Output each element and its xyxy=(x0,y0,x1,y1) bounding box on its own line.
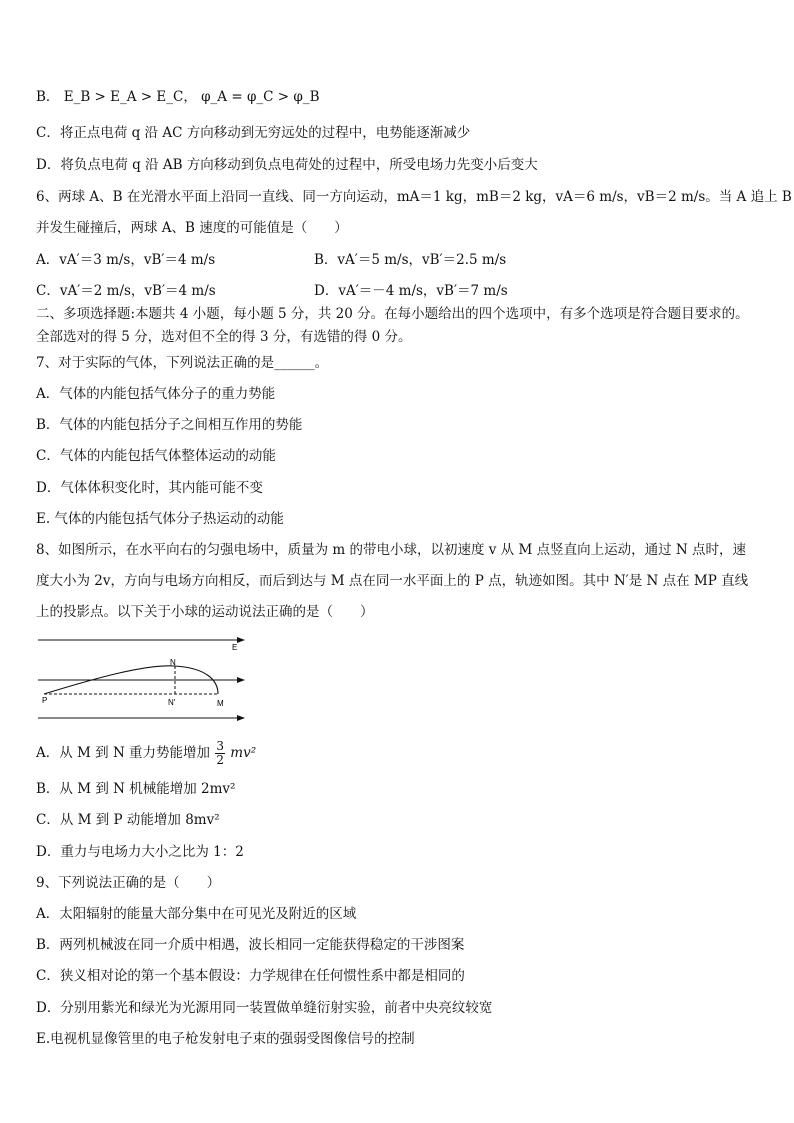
q6-stem-line2: 并发生碰撞后，两球 A、B 速度的可能值是（ ） xyxy=(36,220,348,236)
q9-stem: 9、下列说法正确的是（ ） xyxy=(36,875,221,891)
q8-stem-line1: 8、如图所示，在水平向右的匀强电场中，质量为 m 的带电小球，以初速度 v 从 M 点竖直向上运动，通过 N 点时，速 xyxy=(36,542,746,558)
q9-option-a: A．太阳辐射的能量大部分集中在可见光及附近的区域 xyxy=(36,906,357,922)
q7-stem: 7、对于实际的气体，下列说法正确的是______。 xyxy=(36,355,329,371)
q8-option-a xyxy=(36,740,256,767)
q7-option-e: E. 气体的内能包括气体分子热运动的动能 xyxy=(36,511,284,527)
fraction-denominator: 2 xyxy=(216,753,224,767)
q7-option-a: A．气体的内能包括气体分子的重力势能 xyxy=(36,386,276,402)
q9-option-d: D．分别用紫光和绿光为光源用同一装置做单缝衍射实验，前者中央亮纹较宽 xyxy=(36,1000,493,1016)
q8-option-b: B．从 M 到 N 机械能增加 2mv² xyxy=(36,781,236,797)
q8-option-a-expr: mv² xyxy=(230,745,257,761)
q8-stem-line3: 上的投影点。以下关于小球的运动说法正确的是（ ） xyxy=(36,604,374,620)
q9-option-b: B．两列机械波在同一介质中相遇，波长相同一定能获得稳定的干涉图案 xyxy=(36,937,465,953)
label-n-prime: N′ xyxy=(168,698,176,707)
q6-option-b: B．vA′＝5 m/s，vB′＝2.5 m/s xyxy=(314,252,507,268)
q6-option-a: A．vA′＝3 m/s，vB′＝4 m/s xyxy=(36,252,216,268)
label-n: N xyxy=(170,658,176,667)
section2-line2: 全部选对的得 5 分，选对但不全的得 3 分，有选错的得 0 分。 xyxy=(36,329,412,345)
q6-option-d: D．vA′＝－4 m/s，vB′＝7 m/s xyxy=(314,283,508,299)
q7-option-d: D．气体体积变化时，其内能可能不变 xyxy=(36,480,263,496)
q8-stem-line2: 度大小为 2v，方向与电场方向相反，而后到达与 M 点在同一水平面上的 P 点，轨迹如图。其中 N′是 N 点在 MP 直线 xyxy=(36,573,749,589)
q5-option-b: B． E_B > E_A > E_C， φ_A = φ_C > φ_B xyxy=(36,89,320,105)
section2-line1: 二、多项选择题:本题共 4 小题，每小题 5 分，共 20 分。在每小题给出的四个选项中，有多个选项是符合题目要求的。 xyxy=(36,306,749,322)
q8-option-a-text: A．从 M 到 N 重力势能增加 xyxy=(36,745,211,761)
q5-option-c: C．将正点电荷 q 沿 AC 方向移动到无穷远处的过程中，电势能逐渐减少 xyxy=(36,125,471,141)
q7-option-b: B．气体的内能包括分子之间相互作用的势能 xyxy=(36,417,303,433)
q6-option-c: C．vA′＝2 m/s，vB′＝4 m/s xyxy=(36,283,216,299)
q7-option-c: C．气体的内能包括气体整体运动的动能 xyxy=(36,448,276,464)
q9-option-e: E.电视机显像管里的电子枪发射电子束的强弱受图像信号的控制 xyxy=(36,1031,415,1047)
label-m: M xyxy=(217,699,224,708)
q9-option-c: C．狭义相对论的第一个基本假设：力学规律在任何惯性系中都是相同的 xyxy=(36,968,465,984)
q8-field-diagram xyxy=(36,632,252,724)
fraction-numerator: 3 xyxy=(216,739,224,753)
q5-option-d: D．将负点电荷 q 沿 AB 方向移动到负点电荷处的过程中，所受电场力先变小后变大 xyxy=(36,157,538,173)
q8-option-a-fraction xyxy=(215,740,225,767)
q8-option-d: D．重力与电场力大小之比为 1：2 xyxy=(36,844,244,860)
q6-stem-line1: 6、两球 A、B 在光滑水平面上沿同一直线、同一方向运动，mA＝1 kg，mB＝2 kg，vA＝6 m/s，vB＝2 m/s。当 A 追上 B xyxy=(36,189,792,205)
label-p: P xyxy=(42,696,48,705)
q8-option-c: C．从 M 到 P 动能增加 8mv² xyxy=(36,812,220,828)
label-e: E xyxy=(232,643,238,652)
